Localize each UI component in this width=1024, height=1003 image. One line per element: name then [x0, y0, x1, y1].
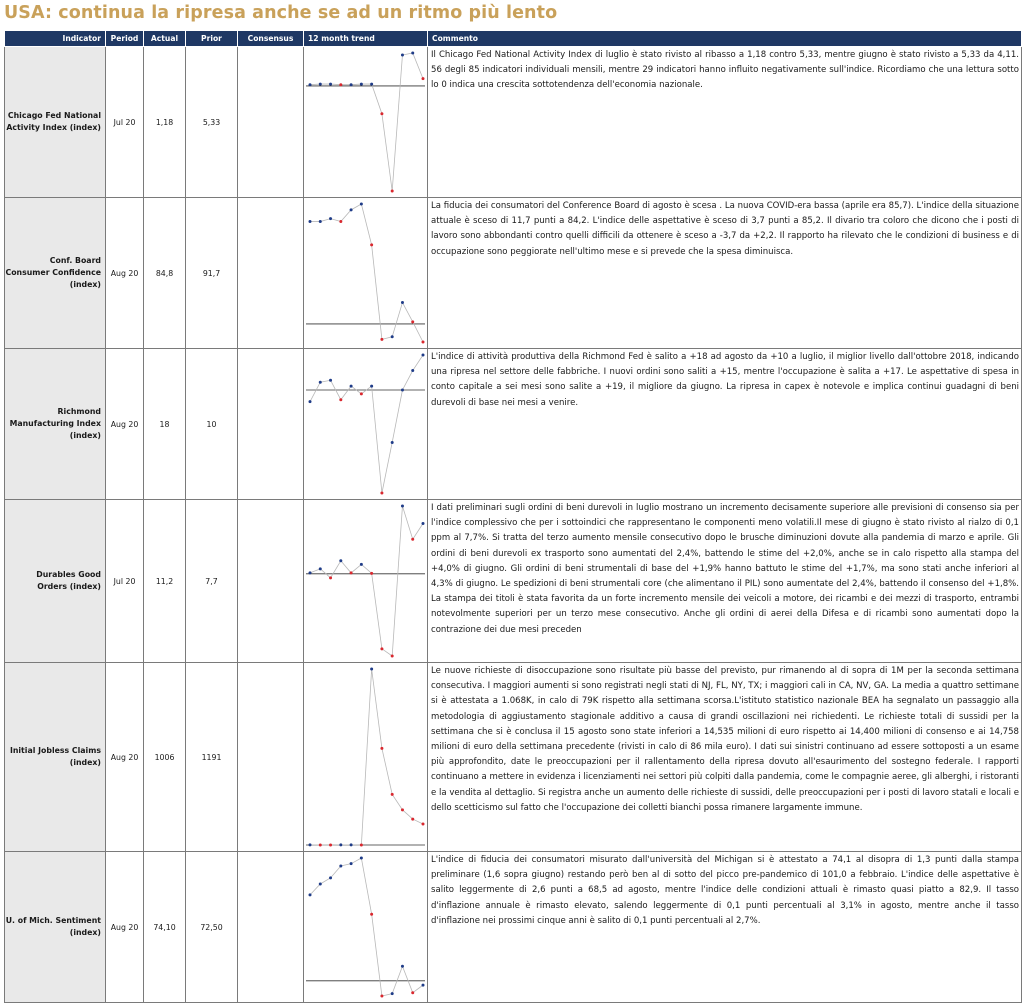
sparkline-point — [411, 991, 414, 994]
header-indicator: Indicator — [5, 31, 106, 47]
trend-cell — [304, 47, 428, 198]
prior-cell: 7,7 — [186, 500, 238, 663]
header-row — [5, 31, 1022, 47]
sparkline-point — [401, 808, 404, 811]
table-row — [5, 349, 1022, 500]
period-cell: Jul 20 — [106, 500, 144, 663]
comment-cell: L'indice di fiducia dei consumatori misurato dall'università del Michigan si è attestato a 74,1 al disopra di 1,3 punti dalla stampa preliminare (1,6 sopra giugno) restando però ben al di sotto del picco pre-pandemico di 101,0 a febbraio. L'indice delle aspettative è salito leggermente di 2,6 punti a 68,5 ad agosto, mentre l'indice delle condizioni attuali è rimasto quasi piatto a 82,9. Il tasso d'inflazione annuale è rimasto elevato, salendo leggermente di 0,1 punti percentuali al 3,1% in agosto, mentre anche il tasso d'inflazione nei prossimi cinque anni è salito di 0,1 punti percentuali al 2,7%. — [428, 852, 1022, 1003]
sparkline-point — [401, 301, 404, 304]
trend-cell — [304, 663, 428, 852]
trend-cell — [304, 198, 428, 349]
sparkline-point — [339, 865, 342, 868]
sparkline-point — [422, 522, 425, 525]
header-period: Period — [106, 31, 144, 47]
table-row — [5, 500, 1022, 663]
period-cell: Aug 20 — [106, 349, 144, 500]
sparkline-point — [391, 992, 394, 995]
sparkline-point — [309, 843, 312, 846]
sparkline-point — [411, 369, 414, 372]
sparkline-point — [329, 379, 332, 382]
sparkline-point — [350, 208, 353, 211]
period-cell: Aug 20 — [106, 198, 144, 349]
consensus-cell — [238, 663, 304, 852]
sparkline-point — [329, 83, 332, 86]
comment-cell: La fiducia dei consumatori del Conference Board di agosto è scesa . La nuova COVID-era bassa (aprile era 85,7). L'indice della situazione attuale è sceso di 11,7 punti a 84,2. L'indice delle aspettative è sceso di 3,7 punti a 85,2. Il divario tra coloro che dicono che i posti di lavoro sono abbondanti contro quelli difficili da ottenere è sceso a -3,7 da +2,2. Il rapporto ha rilevato che le condizioni di business e di occupazione sono peggiorate nell'ultimo mese e si prevede che la spesa diminuisca. — [428, 198, 1022, 349]
sparkline-point — [370, 243, 373, 246]
sparkline-point — [329, 876, 332, 879]
sparkline-point — [350, 843, 353, 846]
comment-cell: I dati preliminari sugli ordini di beni durevoli in luglio mostrano un incremento decisamente superiore alle previsioni di consenso sia per l'indice complessivo che per i sottoindici che rappresentano le componenti meno volatili.Il mese di giugno è stato rivisto al rialzo di 0,1 ppm al 7,7%. Si tratta del terzo aumento mensile consecutivo dopo le brusche diminuzioni dovute alla pandemia di marzo e aprile. Gli ordini di beni durevoli ex trasporto sono aumentati del 2,4%, battendo le stime del +2,0%, anche se in calo rispetto alla stampa del +4,0% di giugno. Gli ordini di beni strumentali di base del +1,9% hanno battuto le stime del +1,7%, ma sono stati anche inferiori al 4,3% di giugno. Le spedizioni di beni strumentali core (che alimentano il PIL) sono aumentate del 2,4%, battendo il consenso del +1,8%. La stampa dei titoli è stata favorita da un forte incremento mensile dei veicoli a motore, dei ricambi e dei mezzi di trasporto, entrambi notevolmente superiori per un terzo mese consecutivo. Anche gli ordini di aerei della Difesa e di ricambi sono aumentati dopo la contrazione dei due mesi preceden — [428, 500, 1022, 663]
sparkline-point — [339, 559, 342, 562]
header-trend: 12 month trend — [304, 31, 428, 47]
sparkline-point — [309, 83, 312, 86]
sparkline-point — [422, 341, 425, 344]
actual-cell: 11,2 — [144, 500, 186, 663]
sparkline-point — [422, 822, 425, 825]
sparkline-point — [370, 385, 373, 388]
actual-cell: 1006 — [144, 663, 186, 852]
sparkline-point — [370, 913, 373, 916]
sparkline-point — [411, 538, 414, 541]
sparkline-point — [422, 984, 425, 987]
sparkline-point — [411, 52, 414, 55]
sparkline-point — [329, 576, 332, 579]
sparkline-chart — [304, 47, 427, 197]
sparkline-chart — [304, 500, 427, 662]
sparkline-point — [380, 492, 383, 495]
sparkline-point — [380, 112, 383, 115]
sparkline-point — [309, 893, 312, 896]
sparkline-chart — [304, 663, 427, 851]
sparkline-point — [391, 441, 394, 444]
sparkline-point — [370, 668, 373, 671]
table-row — [5, 663, 1022, 852]
sparkline-point — [360, 392, 363, 395]
actual-cell: 84,8 — [144, 198, 186, 349]
prior-cell: 1191 — [186, 663, 238, 852]
sparkline-point — [329, 843, 332, 846]
period-cell: Jul 20 — [106, 47, 144, 198]
sparkline-point — [411, 818, 414, 821]
sparkline-chart — [304, 349, 427, 499]
indicator-name: Chicago Fed National Activity Index (index) — [5, 47, 106, 198]
sparkline-point — [380, 995, 383, 998]
sparkline-point — [391, 655, 394, 658]
indicator-name: U. of Mich. Sentiment (index) — [5, 852, 106, 1003]
sparkline-line — [310, 204, 423, 342]
sparkline-point — [370, 572, 373, 575]
page-title: USA: continua la ripresa anche se ad un ritmo più lento — [4, 3, 558, 23]
consensus-cell — [238, 500, 304, 663]
trend-cell — [304, 852, 428, 1003]
sparkline-point — [391, 335, 394, 338]
sparkline-point — [309, 400, 312, 403]
sparkline-point — [391, 190, 394, 193]
sparkline-point — [401, 965, 404, 968]
table-row — [5, 47, 1022, 198]
sparkline-point — [370, 83, 373, 86]
comment-cell: L'indice di attività produttiva della Richmond Fed è salito a +18 ad agosto da +10 a luglio, il miglior livello dall'ottobre 2018, indicando una ripresa nel settore delle fabbriche. I nuovi ordini sono saliti a +15, mentre l'occupazione è salita a +17. Le aspettative di spesa in conto capitale a sei mesi sono salite a +19, il migliore da giugno. La ripresa in capex è notevole e implica continui guadagni di beni durevoli di base nei mesi a venire. — [428, 349, 1022, 500]
prior-cell: 10 — [186, 349, 238, 500]
sparkline-point — [360, 563, 363, 566]
actual-cell: 1,18 — [144, 47, 186, 198]
sparkline-point — [339, 83, 342, 86]
sparkline-point — [401, 505, 404, 508]
sparkline-point — [339, 220, 342, 223]
prior-cell: 91,7 — [186, 198, 238, 349]
period-cell: Aug 20 — [106, 663, 144, 852]
sparkline-chart — [304, 852, 427, 1002]
sparkline-point — [380, 338, 383, 341]
consensus-cell — [238, 47, 304, 198]
sparkline-point — [350, 385, 353, 388]
comment-cell: Il Chicago Fed National Activity Index di luglio è stato rivisto al ribasso a 1,18 contro 5,33, mentre giugno è stato rivisto a 5,33 da 4,11. 56 degli 85 indicatori individuali mensili, mentre 29 indicatori hanno influito negativamente sull'indice. Ricordiamo che una lettura sotto lo 0 indica una crescita sottotendenza dell'economia nazionale. — [428, 47, 1022, 198]
comment-cell: Le nuove richieste di disoccupazione sono risultate più basse del previsto, pur rimanendo al di sopra di 1M per la seconda settimana consecutiva. I maggiori aumenti si sono registrati negli stati di NJ, FL, NY, TX; i maggiori cali in CA, NV, GA. La media a quattro settimane si è attestata a 1.068K, in calo di 79K rispetto alla settimana scorsa.L'istituto statistico nazionale BEA ha segnalato un passaggio alla metodologia di aggiustamento stagionale additivo a causa di grandi oscillazioni nei richiedenti. Le richieste totali di sussidi per la settimana che si è conclusa il 15 agosto sono state inferiori a 14,535 milioni di euro rispetto ai 14,400 milioni di consenso e ai 14,758 milioni di euro della settimana precedente (rivisti in calo di 86 mila euro). I dati sui sinistri continuano ad essere sottoposti a un esame più approfondito, date le preoccupazioni per il rallentamento della ripresa dovuto all'esaurimento del sostegno federale. I rapporti continuano a mettere in evidenza i licenziamenti nei settori più colpiti dalla pandemia, come le compagnie aeree, gli alberghi, i ristoranti e la vendita al dettaglio. Si registra anche un aumento delle richieste di sussidi, delle preoccupazioni per i posti di lavoro statali e locali e dello scetticismo sul fatto che l'occupazione dei colletti bianchi possa rimanere largamente immune. — [428, 663, 1022, 852]
sparkline-chart — [304, 198, 427, 348]
sparkline-point — [401, 388, 404, 391]
trend-cell — [304, 500, 428, 663]
sparkline-line — [310, 506, 423, 656]
sparkline-point — [401, 54, 404, 57]
table-row — [5, 198, 1022, 349]
sparkline-line — [310, 355, 423, 493]
sparkline-point — [339, 843, 342, 846]
consensus-cell — [238, 349, 304, 500]
sparkline-point — [329, 217, 332, 220]
sparkline-point — [380, 747, 383, 750]
period-cell: Aug 20 — [106, 852, 144, 1003]
prior-cell: 72,50 — [186, 852, 238, 1003]
sparkline-point — [380, 647, 383, 650]
sparkline-point — [319, 567, 322, 570]
table-row — [5, 852, 1022, 1003]
indicator-name: Richmond Manufacturing Index (index) — [5, 349, 106, 500]
sparkline-point — [319, 843, 322, 846]
indicator-name: Initial Jobless Claims (index) — [5, 663, 106, 852]
sparkline-point — [309, 571, 312, 574]
sparkline-point — [360, 83, 363, 86]
sparkline-point — [360, 844, 363, 847]
prior-cell: 5,33 — [186, 47, 238, 198]
header-actual: Actual — [144, 31, 186, 47]
sparkline-point — [350, 571, 353, 574]
sparkline-point — [411, 320, 414, 323]
sparkline-point — [350, 83, 353, 86]
sparkline-point — [422, 77, 425, 80]
sparkline-line — [310, 669, 423, 845]
sparkline-point — [360, 857, 363, 860]
header-consensus: Consensus — [238, 31, 304, 47]
sparkline-point — [309, 220, 312, 223]
consensus-cell — [238, 198, 304, 349]
indicator-name: Durables Good Orders (index) — [5, 500, 106, 663]
actual-cell: 18 — [144, 349, 186, 500]
sparkline-point — [319, 83, 322, 86]
consensus-cell — [238, 852, 304, 1003]
sparkline-point — [350, 862, 353, 865]
sparkline-point — [339, 398, 342, 401]
sparkline-point — [360, 203, 363, 206]
sparkline-point — [391, 793, 394, 796]
sparkline-point — [319, 220, 322, 223]
sparkline-point — [422, 354, 425, 357]
indicators-table — [4, 30, 1022, 1003]
sparkline-line — [310, 858, 423, 996]
header-prior: Prior — [186, 31, 238, 47]
sparkline-point — [319, 381, 322, 384]
trend-cell — [304, 349, 428, 500]
actual-cell: 74,10 — [144, 852, 186, 1003]
header-comment: Commento — [428, 31, 1022, 47]
sparkline-point — [319, 882, 322, 885]
sparkline-line — [310, 53, 423, 191]
indicator-name: Conf. Board Consumer Confidence (index) — [5, 198, 106, 349]
